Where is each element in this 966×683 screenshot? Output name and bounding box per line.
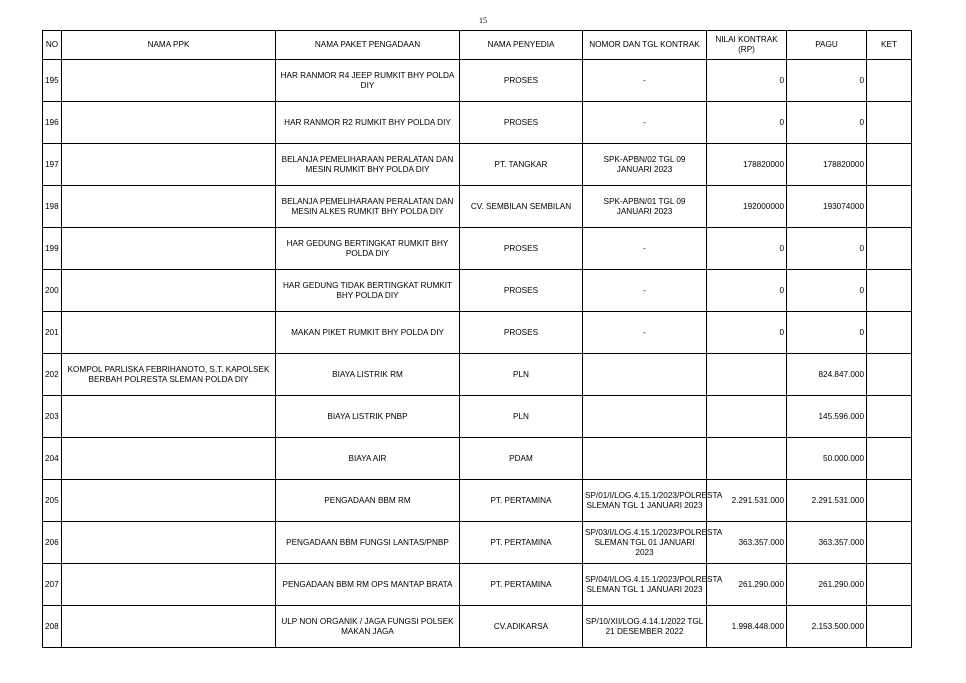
cell-nama-penyedia: PT. PERTAMINA	[460, 480, 583, 522]
cell-no: 195	[43, 60, 62, 102]
cell-nama-ppk	[62, 438, 276, 480]
cell-no: 205	[43, 480, 62, 522]
header-no: NO	[43, 31, 62, 60]
cell-nama-penyedia: PROSES	[460, 270, 583, 312]
cell-ket	[867, 270, 912, 312]
cell-nilai-kontrak: 0	[707, 228, 787, 270]
cell-ket	[867, 228, 912, 270]
cell-nama-penyedia: PLN	[460, 354, 583, 396]
cell-ket	[867, 564, 912, 606]
cell-nama-penyedia: PT. PERTAMINA	[460, 564, 583, 606]
cell-nama-ppk	[62, 144, 276, 186]
cell-pagu: 363.357.000	[787, 522, 867, 564]
cell-nama-ppk: KOMPOL PARLISKA FEBRIHANOTO, S.T. KAPOLSEK BERBAH POLRESTA SLEMAN POLDA DIY	[62, 354, 276, 396]
cell-nama-penyedia: PROSES	[460, 60, 583, 102]
cell-nama-paket: BELANJA PEMELIHARAAN PERALATAN DAN MESIN ALKES RUMKIT BHY POLDA DIY	[276, 186, 460, 228]
cell-ket	[867, 396, 912, 438]
header-nama-penyedia: NAMA PENYEDIA	[460, 31, 583, 60]
cell-ket	[867, 480, 912, 522]
cell-nama-ppk	[62, 522, 276, 564]
header-nama-paket: NAMA PAKET PENGADAAN	[276, 31, 460, 60]
table-row	[43, 186, 912, 228]
cell-pagu: 2.153.500.000	[787, 606, 867, 648]
table-row	[43, 102, 912, 144]
cell-pagu: 0	[787, 312, 867, 354]
cell-pagu: 824.847.000	[787, 354, 867, 396]
procurement-table	[42, 30, 912, 648]
cell-no: 208	[43, 606, 62, 648]
cell-no: 197	[43, 144, 62, 186]
cell-nomor-tgl-kontrak	[583, 354, 707, 396]
cell-pagu: 261.290.000	[787, 564, 867, 606]
cell-no: 196	[43, 102, 62, 144]
cell-pagu: 178820000	[787, 144, 867, 186]
cell-nilai-kontrak: 363.357.000	[707, 522, 787, 564]
cell-ket	[867, 606, 912, 648]
cell-no: 200	[43, 270, 62, 312]
cell-nama-penyedia: PDAM	[460, 438, 583, 480]
cell-nomor-tgl-kontrak: -	[583, 60, 707, 102]
cell-nilai-kontrak: 261.290.000	[707, 564, 787, 606]
cell-ket	[867, 186, 912, 228]
table-row	[43, 144, 912, 186]
cell-ket	[867, 144, 912, 186]
cell-ket	[867, 60, 912, 102]
cell-no: 202	[43, 354, 62, 396]
cell-nama-ppk	[62, 396, 276, 438]
table-header-row	[43, 31, 912, 60]
cell-nama-paket: PENGADAAN BBM FUNGSI LANTAS/PNBP	[276, 522, 460, 564]
cell-nomor-tgl-kontrak: SP/03/I/LOG.4.15.1/2023/POLRESTA SLEMAN TGL 01 JANUARI 2023	[583, 522, 707, 564]
cell-nilai-kontrak	[707, 438, 787, 480]
cell-nilai-kontrak: 178820000	[707, 144, 787, 186]
table-row	[43, 564, 912, 606]
cell-pagu: 0	[787, 102, 867, 144]
cell-nama-ppk	[62, 606, 276, 648]
table-row	[43, 396, 912, 438]
cell-no: 199	[43, 228, 62, 270]
cell-nama-penyedia: PT. PERTAMINA	[460, 522, 583, 564]
header-nilai-kontrak: NILAI KONTRAK (RP)	[707, 31, 787, 60]
table-row	[43, 228, 912, 270]
cell-nama-penyedia: PROSES	[460, 312, 583, 354]
cell-nama-paket: BELANJA PEMELIHARAAN PERALATAN DAN MESIN RUMKIT BHY POLDA DIY	[276, 144, 460, 186]
cell-nama-ppk	[62, 228, 276, 270]
cell-nama-ppk	[62, 480, 276, 522]
cell-nomor-tgl-kontrak: SPK-APBN/01 TGL 09 JANUARI 2023	[583, 186, 707, 228]
table-row	[43, 606, 912, 648]
cell-pagu: 2.291.531.000	[787, 480, 867, 522]
cell-nilai-kontrak: 0	[707, 312, 787, 354]
cell-nomor-tgl-kontrak: SP/04/I/LOG.4.15.1/2023/POLRESTA SLEMAN TGL 1 JANUARI 2023	[583, 564, 707, 606]
cell-pagu: 50.000.000	[787, 438, 867, 480]
cell-nama-ppk	[62, 270, 276, 312]
cell-nilai-kontrak: 0	[707, 270, 787, 312]
cell-nomor-tgl-kontrak: -	[583, 312, 707, 354]
cell-nama-ppk	[62, 60, 276, 102]
cell-nama-ppk	[62, 312, 276, 354]
cell-nomor-tgl-kontrak: -	[583, 270, 707, 312]
cell-nomor-tgl-kontrak	[583, 438, 707, 480]
cell-nama-paket: HAR RANMOR R4 JEEP RUMKIT BHY POLDA DIY	[276, 60, 460, 102]
cell-nama-penyedia: PROSES	[460, 228, 583, 270]
cell-nama-paket: HAR RANMOR R2 RUMKIT BHY POLDA DIY	[276, 102, 460, 144]
cell-no: 203	[43, 396, 62, 438]
table-row	[43, 60, 912, 102]
cell-nomor-tgl-kontrak: SP/10/XII/LOG.4.14.1/2022 TGL 21 DESEMBER 2022	[583, 606, 707, 648]
cell-nama-paket: ULP NON ORGANIK / JAGA FUNGSI POLSEK MAKAN JAGA	[276, 606, 460, 648]
table-row	[43, 438, 912, 480]
table-row	[43, 354, 912, 396]
cell-no: 204	[43, 438, 62, 480]
cell-nama-paket: BIAYA LISTRIK PNBP	[276, 396, 460, 438]
cell-nilai-kontrak: 0	[707, 60, 787, 102]
cell-nomor-tgl-kontrak: SPK-APBN/02 TGL 09 JANUARI 2023	[583, 144, 707, 186]
cell-nilai-kontrak	[707, 396, 787, 438]
cell-nomor-tgl-kontrak: -	[583, 102, 707, 144]
cell-nomor-tgl-kontrak: -	[583, 228, 707, 270]
table-row	[43, 312, 912, 354]
cell-ket	[867, 102, 912, 144]
table-body	[43, 60, 912, 648]
cell-nama-penyedia: PLN	[460, 396, 583, 438]
cell-nama-penyedia: PT. TANGKAR	[460, 144, 583, 186]
cell-nama-ppk	[62, 102, 276, 144]
cell-pagu: 0	[787, 228, 867, 270]
cell-nama-paket: BIAYA LISTRIK RM	[276, 354, 460, 396]
cell-no: 201	[43, 312, 62, 354]
table-row	[43, 480, 912, 522]
cell-nama-paket: MAKAN PIKET RUMKIT BHY POLDA DIY	[276, 312, 460, 354]
header-ket: KET	[867, 31, 912, 60]
cell-nama-paket: PENGADAAN BBM RM OPS MANTAP BRATA	[276, 564, 460, 606]
cell-nilai-kontrak: 0	[707, 102, 787, 144]
cell-pagu: 0	[787, 270, 867, 312]
header-pagu: PAGU	[787, 31, 867, 60]
table-row	[43, 270, 912, 312]
cell-nilai-kontrak: 2.291.531.000	[707, 480, 787, 522]
cell-pagu: 193074000	[787, 186, 867, 228]
cell-pagu: 0	[787, 60, 867, 102]
cell-no: 198	[43, 186, 62, 228]
cell-nama-ppk	[62, 564, 276, 606]
cell-ket	[867, 312, 912, 354]
cell-nama-penyedia: CV. SEMBILAN SEMBILAN	[460, 186, 583, 228]
cell-ket	[867, 438, 912, 480]
cell-nilai-kontrak: 192000000	[707, 186, 787, 228]
cell-nama-penyedia: CV.ADIKARSA	[460, 606, 583, 648]
cell-nomor-tgl-kontrak: SP/01/I/LOG.4.15.1/2023/POLRESTA SLEMAN TGL 1 JANUARI 2023	[583, 480, 707, 522]
cell-nama-penyedia: PROSES	[460, 102, 583, 144]
cell-nilai-kontrak: 1.998.448.000	[707, 606, 787, 648]
cell-no: 207	[43, 564, 62, 606]
cell-nama-ppk	[62, 186, 276, 228]
header-nomor-tgl-kontrak: NOMOR DAN TGL KONTRAK	[583, 31, 707, 60]
cell-nomor-tgl-kontrak	[583, 396, 707, 438]
header-nama-ppk: NAMA PPK	[62, 31, 276, 60]
table-row	[43, 522, 912, 564]
cell-ket	[867, 522, 912, 564]
cell-nama-paket: BIAYA AIR	[276, 438, 460, 480]
page-number: 15	[479, 16, 487, 25]
cell-nilai-kontrak	[707, 354, 787, 396]
cell-pagu: 145.596.000	[787, 396, 867, 438]
cell-nama-paket: HAR GEDUNG BERTINGKAT RUMKIT BHY POLDA DIY	[276, 228, 460, 270]
cell-ket	[867, 354, 912, 396]
cell-nama-paket: PENGADAAN BBM RM	[276, 480, 460, 522]
cell-no: 206	[43, 522, 62, 564]
cell-nama-paket: HAR GEDUNG TIDAK BERTINGKAT RUMKIT BHY POLDA DIY	[276, 270, 460, 312]
